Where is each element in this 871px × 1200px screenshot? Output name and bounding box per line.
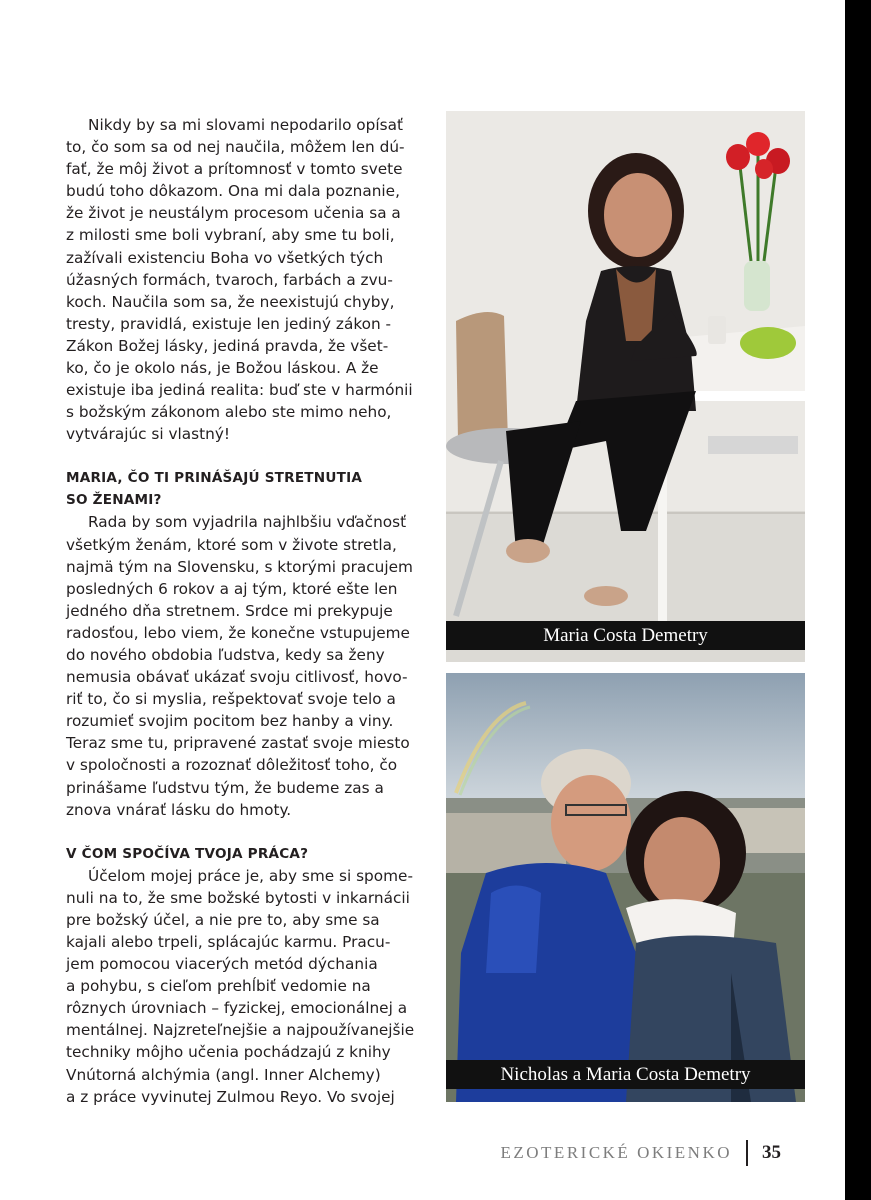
footer-section-name: EZOTERICKÉ OKIENKO bbox=[500, 1143, 732, 1162]
article-paragraph-2: Rada by som vyjadrila najhlbšiu vďačnosť všetkým ženám, ktoré som v živote stretla, najmä tým na Slovensku, s ktorými pracujem posledných 6 rokov a aj tým, ktoré ešte len jedného dňa stretnem. Srdce mi prekypuje radosťou, lebo viem, že konečne vstupujeme do nového obdobia ľudstva, kedy sa ženy nemusia obávať ukázať svoju citlivosť, hovo- riť to, čo si myslia, rešpektovať svoje telo a rozumieť svojim pocitom bez hanby a viny. Teraz sme tu, pripravené zastať svoje miesto v spoločnosti a rozoznať dôležitosť toho, čo prinášame ľudstvu tým, že budeme zas a znova vnárať lásku do hmoty. bbox=[66, 513, 413, 819]
photo-maria-caption: Maria Costa Demetry bbox=[446, 621, 805, 650]
page-footer bbox=[501, 1140, 782, 1166]
article-column bbox=[66, 114, 426, 1108]
photo-nicholas-maria bbox=[446, 673, 805, 1102]
photo-nicholas-maria-caption: Nicholas a Maria Costa Demetry bbox=[446, 1060, 805, 1089]
page-number: 35 bbox=[762, 1142, 781, 1163]
photo-maria-illustration bbox=[446, 111, 805, 662]
section-heading-work: V ČOM SPOČÍVA TVOJA PRÁCA? bbox=[66, 845, 309, 862]
footer-divider bbox=[746, 1140, 748, 1166]
photo-maria bbox=[446, 111, 805, 662]
page-edge-bar bbox=[845, 0, 871, 1200]
article-paragraph-1: Nikdy by sa mi slovami nepodarilo opísať to, čo som sa od nej naučila, môžem len dú- fať, že môj život a prítomnosť v tomto svete budú toho dôkazom. Ona mi dala poznanie, že život je neustálym procesom učenia sa a z milosti sme boli vybraní, aby sme tu boli, zažívali existenciu Boha vo všetkých tých úžasných formách, tvaroch, farbách a zvu- koch. Naučila som sa, že neexistujú chyby, tresty, pravidlá, existuje len jediný zákon - Zákon Božej lásky, jediná pravda, že všet- ko, čo je okolo nás, je Božou láskou. A že existuje iba jediná realita: buď ste v harmónii s božským zákonom alebo ste mimo neho, vytvárajúc si vlastný! bbox=[66, 116, 413, 444]
section-heading-meetings: MARIA, ČO TI PRINÁŠAJÚ STRETNUTIA SO ŽENAMI? bbox=[66, 470, 363, 509]
photo-nicholas-maria-illustration bbox=[446, 673, 805, 1102]
article-paragraph-3: Účelom mojej práce je, aby sme si spome- nuli na to, že sme božské bytosti v inkarnácii pre božský účel, a nie pre to, aby sme sa kajali alebo trpeli, splácajúc karmu. Pracu- jem pomocou viacerých metód dýchania a pohybu, s cieľom prehĺbiť vedomie na rôznych úrovniach – fyzickej, emocionálnej a mentálnej. Najzreteľnejšie a najpoužívanejšie techniky môjho učenia pochádzajú z knihy Vnútorná alchýmia (angl. Inner Alchemy) a z práce vyvinutej Zulmou Reyo. Vo svojej bbox=[66, 866, 415, 1106]
